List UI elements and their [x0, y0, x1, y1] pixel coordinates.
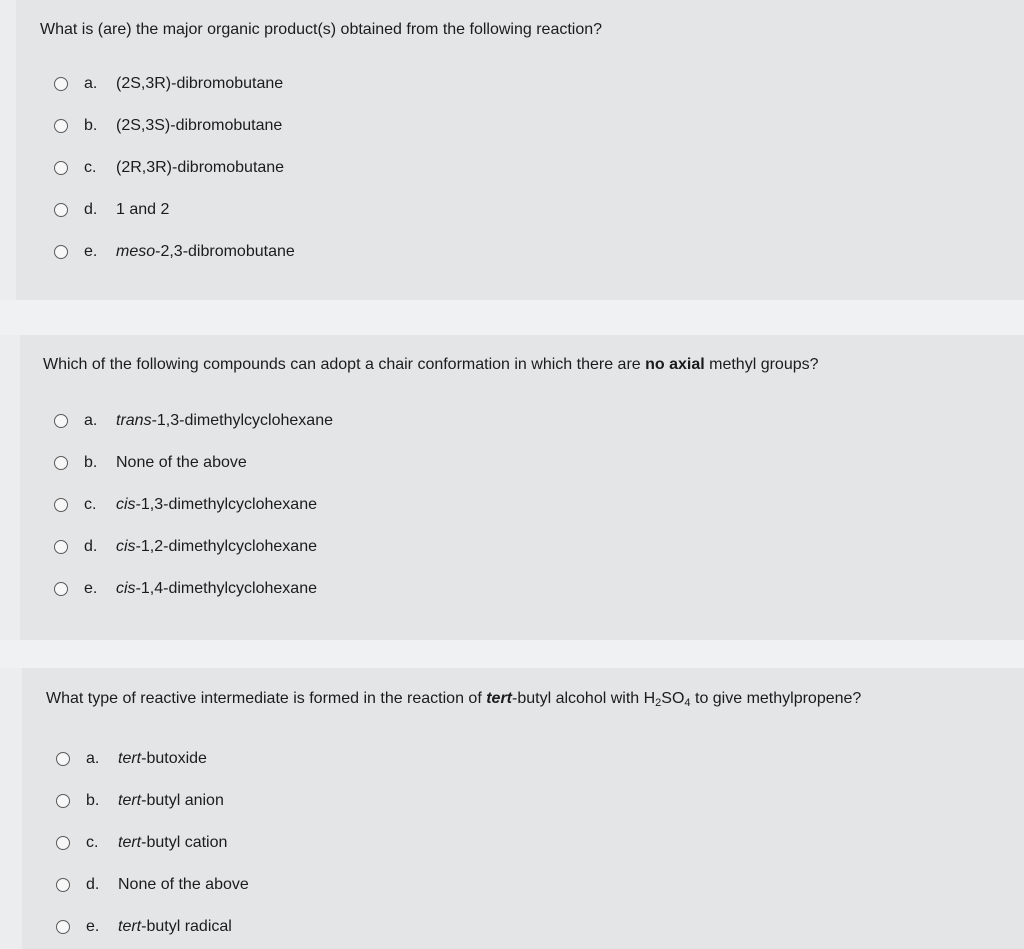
radio-button[interactable]: [54, 203, 68, 217]
option-letter: a.: [84, 75, 98, 92]
option-letter: c.: [84, 159, 97, 176]
radio-button[interactable]: [56, 794, 70, 808]
option-letter: e.: [86, 918, 100, 935]
radio-button[interactable]: [54, 77, 68, 91]
option-text: tert-butyl cation: [118, 834, 228, 851]
radio-button[interactable]: [56, 920, 70, 934]
option-b[interactable]: [54, 115, 283, 137]
option-d[interactable]: [54, 536, 317, 558]
option-d[interactable]: [54, 199, 170, 221]
option-letter: e.: [84, 243, 98, 260]
option-text: cis-1,3-dimethylcyclohexane: [116, 496, 317, 513]
option-c[interactable]: [56, 832, 228, 854]
option-letter: e.: [84, 580, 98, 597]
option-a[interactable]: [56, 748, 207, 770]
radio-button[interactable]: [56, 836, 70, 850]
question-prompt: What is (are) the major organic product(s) obtained from the following reaction?: [40, 21, 603, 38]
radio-button[interactable]: [54, 582, 68, 596]
option-c[interactable]: [54, 494, 317, 516]
option-letter: b.: [84, 117, 98, 134]
option-b[interactable]: [54, 452, 247, 474]
option-b[interactable]: [56, 790, 224, 812]
option-text: tert-butoxide: [118, 750, 207, 767]
radio-button[interactable]: [56, 878, 70, 892]
option-letter: a.: [86, 750, 100, 767]
option-e[interactable]: [54, 578, 317, 600]
option-a[interactable]: [54, 73, 284, 95]
option-text: trans-1,3-dimethylcyclohexane: [116, 412, 333, 429]
option-letter: c.: [84, 496, 97, 513]
option-letter: d.: [86, 876, 100, 893]
question-prompt: Which of the following compounds can adopt a chair conformation in which there are no axial methyl groups?: [43, 356, 819, 373]
section-divider: [0, 300, 1024, 335]
question-card-3: [22, 668, 1024, 949]
option-text: None of the above: [118, 876, 249, 893]
option-letter: d.: [84, 538, 98, 555]
option-text: None of the above: [116, 454, 247, 471]
option-d[interactable]: [56, 874, 249, 896]
option-letter: b.: [86, 792, 100, 809]
option-text: meso-2,3-dibromobutane: [116, 243, 295, 260]
radio-button[interactable]: [54, 119, 68, 133]
radio-button[interactable]: [54, 540, 68, 554]
option-c[interactable]: [54, 157, 285, 179]
option-text: cis-1,4-dimethylcyclohexane: [116, 580, 317, 597]
question-card-1: [16, 0, 1024, 300]
option-text: tert-butyl radical: [118, 918, 232, 935]
radio-button[interactable]: [54, 498, 68, 512]
option-text: 1 and 2: [116, 201, 170, 218]
question-card-2: [20, 335, 1024, 640]
option-text: tert-butyl anion: [118, 792, 224, 809]
radio-button[interactable]: [54, 414, 68, 428]
radio-button[interactable]: [56, 752, 70, 766]
option-letter: a.: [84, 412, 98, 429]
radio-button[interactable]: [54, 161, 68, 175]
section-divider: [0, 640, 1024, 668]
option-text: cis-1,2-dimethylcyclohexane: [116, 538, 317, 555]
option-text: (2S,3R)-dibromobutane: [116, 75, 284, 92]
option-letter: b.: [84, 454, 98, 471]
option-a[interactable]: [54, 410, 333, 432]
radio-button[interactable]: [54, 456, 68, 470]
option-letter: c.: [86, 834, 99, 851]
option-e[interactable]: [56, 916, 232, 938]
option-letter: d.: [84, 201, 98, 218]
option-e[interactable]: [54, 241, 295, 263]
option-text: (2S,3S)-dibromobutane: [116, 117, 283, 134]
radio-button[interactable]: [54, 245, 68, 259]
option-text: (2R,3R)-dibromobutane: [116, 159, 285, 176]
question-prompt: What type of reactive intermediate is formed in the reaction of tert-butyl alcohol with $H_2SO_4$ to give methylpropene?: [46, 690, 862, 709]
